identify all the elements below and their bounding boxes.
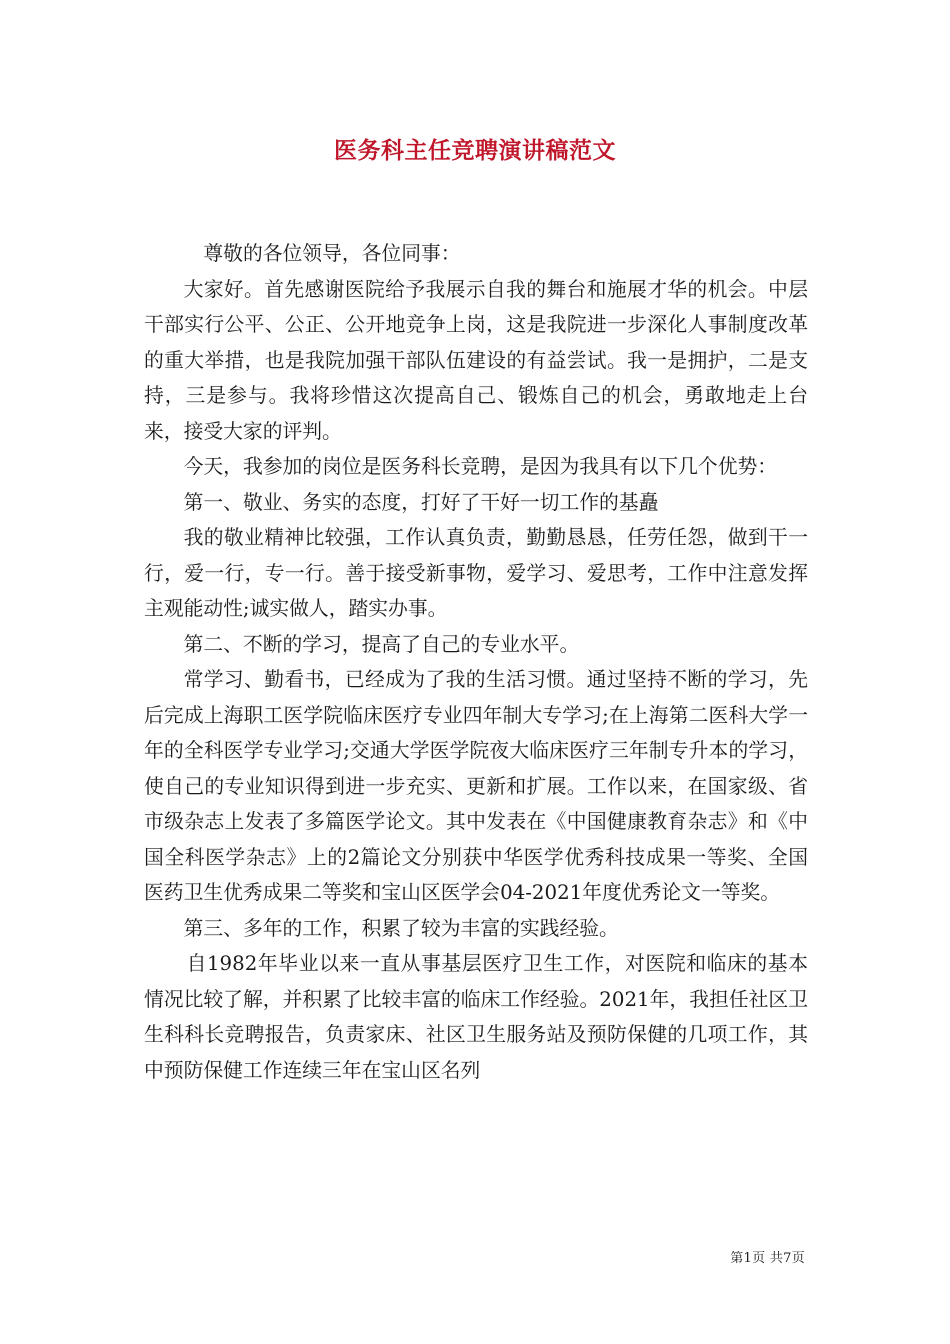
body-paragraph: 今天，我参加的岗位是医务科长竞聘，是因为我具有以下几个优势： bbox=[183, 455, 778, 478]
section-heading: 第三、多年的工作，积累了较为丰富的实践经验。 bbox=[183, 916, 619, 940]
body-paragraph: 我的敬业精神比较强，工作认真负责，勤勤恳恳，任劳任怨，做到干一行，爱一行，专一行。善于接受新事物，爱学习、爱思考，工作中注意发挥主观能动性;诚实做人，踏实办事。 bbox=[144, 526, 808, 620]
page-number: 第1页 共7页 bbox=[730, 1251, 805, 1266]
body-paragraph: 自1982年毕业以来一直从事基层医疗卫生工作，对医院和临床的基本情况比较了解，并积累了比较丰富的临床工作经验。2021年，我担任社区卫生科科长竞聘报告，负责家床、社区卫生服务站及预防保健的几项工作，其中预防保健工作连续三年在宝山区名列 bbox=[144, 952, 808, 1082]
section-heading: 第二、不断的学习，提高了自己的专业水平。 bbox=[183, 632, 580, 656]
document-title: 医务科主任竞聘演讲稿范文 bbox=[334, 137, 616, 164]
greeting-paragraph: 尊敬的各位领导，各位同事： bbox=[203, 242, 461, 265]
document-body bbox=[144, 236, 808, 1088]
body-paragraph: 大家好。首先感谢医院给予我展示自我的舞台和施展才华的机会。中层干部实行公平、公正、公开地竞争上岗，这是我院进一步深化人事制度改革的重大举措，也是我院加强干部队伍建设的有益尝试。我一是拥护，二是支持，三是参与。我将珍惜这次提高自己、锻炼自己的机会，勇敢地走上台来，接受大家的评判。 bbox=[144, 277, 808, 443]
body-paragraph: 常学习、勤看书，已经成为了我的生活习惯。通过坚持不断的学习，先后完成上海职工医学院临床医疗专业四年制大专学习;在上海第二医科大学一年的全科医学专业学习;交通大学医学院夜大临床医疗三年制专升本的学习，使自己的专业知识得到进一步充实、更新和扩展。工作以来，在国家级、省市级杂志上发表了多篇医学论文。其中发表在《中国健康教育杂志》和《中国全科医学杂志》上的2篇论文分别获中华医学优秀科技成果一等奖、全国医药卫生优秀成果二等奖和宝山区医学会04-2021年度优秀论文一等奖。 bbox=[144, 668, 808, 904]
section-heading: 第一、敬业、务实的态度，打好了干好一切工作的基矗 bbox=[183, 490, 659, 514]
